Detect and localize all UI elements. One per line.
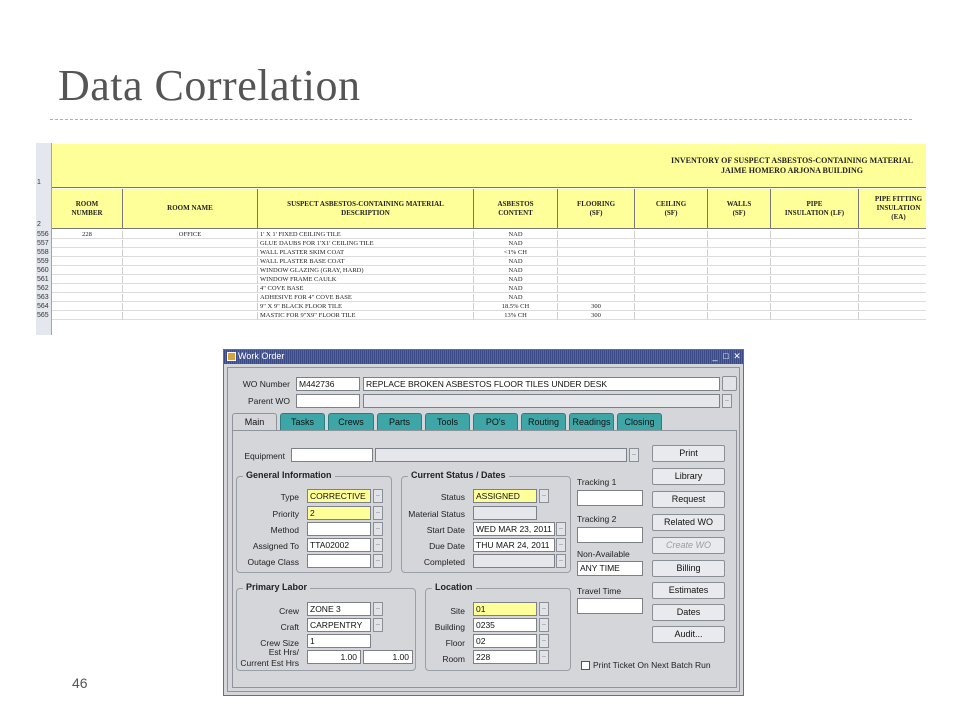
tracking-1-field[interactable] (577, 490, 643, 506)
cell-room-name (123, 312, 258, 320)
crew-label: Crew (279, 606, 299, 616)
cell-room-number (52, 276, 123, 284)
site-label: Site (450, 606, 465, 616)
assigned-to-field[interactable]: TTA02002 (307, 538, 371, 552)
cell-walls (708, 249, 771, 257)
cell-description: ADHESIVE FOR 4" COVE BASE (258, 294, 474, 302)
cell-content: NAD (474, 285, 558, 293)
type-field[interactable]: CORRECTIVE (307, 489, 371, 503)
travel-time-label: Travel Time (577, 586, 622, 596)
start-date-calendar-button[interactable]: .. (556, 522, 566, 536)
print-ticket-checkbox[interactable] (581, 661, 590, 670)
page-number: 46 (72, 675, 88, 691)
priority-label: Priority (272, 509, 299, 519)
tab-main[interactable]: Main (232, 413, 277, 431)
title-divider (50, 119, 912, 120)
cell-walls (708, 276, 771, 284)
row-number-column (36, 143, 52, 335)
primary-labor-title: Primary Labor (243, 582, 310, 592)
cell-room-number (52, 312, 123, 320)
cell-ceiling (635, 258, 708, 266)
floor-label: Floor (445, 638, 465, 648)
crew-size-field[interactable]: 1 (307, 634, 371, 648)
cell-ceiling (635, 240, 708, 248)
method-field[interactable] (307, 522, 371, 536)
due-date-field[interactable]: THU MAR 24, 2011 (473, 538, 555, 552)
cell-description: WALL PLASTER SKIM COAT (258, 249, 474, 257)
tab-tools[interactable]: Tools (425, 413, 470, 430)
cell-room-number (52, 258, 123, 266)
cell-content: NAD (474, 294, 558, 302)
header-pipe-insulation: PIPE INSULATION (LF) (771, 189, 859, 229)
cell-room-number (52, 285, 123, 293)
library-button[interactable]: Library (652, 468, 725, 485)
outage-class-lov-button[interactable]: .. (373, 554, 383, 568)
cell-ceiling (635, 303, 708, 311)
cell-room-name (123, 276, 258, 284)
tab-crews[interactable]: Crews (328, 413, 374, 430)
current-est-hrs-label: Current Est Hrs (240, 658, 299, 668)
tracking-2-field[interactable] (577, 527, 643, 543)
cell-room-number (52, 303, 123, 311)
work-order-form (227, 367, 740, 692)
cell-ceiling (635, 285, 708, 293)
minimize-icon[interactable]: _ (712, 351, 718, 361)
parent-wo-description (363, 394, 720, 408)
outage-class-field[interactable] (307, 554, 371, 568)
app-icon (227, 352, 236, 361)
outage-class-label: Outage Class (247, 557, 299, 567)
start-date-label: Start Date (426, 525, 465, 535)
cell-room-name (123, 249, 258, 257)
cell-room-name (123, 258, 258, 266)
print-ticket-label: Print Ticket On Next Batch Run (593, 660, 711, 670)
header-ceiling: CEILING (SF) (635, 189, 708, 229)
header-walls: WALLS (SF) (708, 189, 771, 229)
request-button[interactable]: Request (652, 491, 725, 508)
tab-routing[interactable]: Routing (521, 413, 566, 430)
completed-calendar-button[interactable]: .. (556, 554, 566, 568)
method-label: Method (270, 525, 299, 535)
banner-title: INVENTORY OF SUSPECT ASBESTOS-CONTAINING MATERIAL (671, 156, 913, 165)
header-pipe-fitting: PIPE FITTING INSULATION (EA) (859, 189, 926, 229)
header-room-number: ROOM NUMBER (52, 189, 123, 229)
cell-content: NAD (474, 240, 558, 248)
status-lov-button[interactable]: .. (539, 489, 549, 503)
header-flooring: FLOORING (SF) (558, 189, 635, 229)
est-hrs-label: Est Hrs/ (268, 647, 299, 657)
cell-pipe-insulation (771, 267, 859, 275)
cell-room-name: OFFICE (123, 231, 258, 239)
row-number: 2 (37, 221, 41, 228)
dates-button[interactable]: Dates (652, 604, 725, 621)
tab-tasks[interactable]: Tasks (280, 413, 325, 430)
cell-room-name (123, 267, 258, 275)
cell-room-name (123, 303, 258, 311)
header-content: ASBESTOS CONTENT (474, 189, 558, 229)
type-label: Type (280, 492, 299, 502)
cell-room-name (123, 294, 258, 302)
cell-pipe-insulation (771, 276, 859, 284)
general-information-title: General Information (243, 470, 335, 480)
building-lov-button[interactable]: .. (539, 618, 549, 632)
non-available-field[interactable]: ANY TIME (577, 561, 643, 576)
maximize-icon[interactable]: □ (723, 351, 729, 361)
row-number: 1 (37, 179, 41, 186)
assigned-to-lov-button[interactable]: .. (373, 538, 383, 552)
cell-walls (708, 303, 771, 311)
cell-flooring (558, 231, 635, 239)
current-est-hrs-field[interactable]: 1.00 (363, 650, 413, 664)
cell-room-number (52, 249, 123, 257)
wo-description-field[interactable]: REPLACE BROKEN ASBESTOS FLOOR TILES UNDER DESK (363, 377, 720, 391)
site-field[interactable]: 01 (473, 602, 537, 616)
cell-walls (708, 312, 771, 320)
cell-pipe-fitting (859, 285, 926, 293)
cell-flooring (558, 276, 635, 284)
status-field[interactable]: ASSIGNED (473, 489, 537, 503)
row-number: 559 (37, 258, 49, 265)
header-room-name: ROOM NAME (123, 189, 258, 229)
cell-flooring: 300 (558, 303, 635, 311)
assigned-to-label: Assigned To (252, 541, 299, 551)
room-label: Room (442, 654, 465, 664)
cell-flooring (558, 240, 635, 248)
cell-pipe-insulation (771, 249, 859, 257)
cell-walls (708, 267, 771, 275)
audit-button[interactable]: Audit... (652, 626, 725, 643)
cell-description: GLUE DAUBS FOR 1'X1' CEILING TILE (258, 240, 474, 248)
cell-flooring (558, 267, 635, 275)
current-status-title: Current Status / Dates (408, 470, 509, 480)
completed-label: Completed (423, 557, 465, 567)
wo-description-expand-button[interactable] (722, 376, 737, 391)
tab-closing[interactable]: Closing (617, 413, 662, 430)
cell-ceiling (635, 267, 708, 275)
due-date-calendar-button[interactable]: .. (556, 538, 566, 552)
cell-pipe-insulation (771, 303, 859, 311)
craft-lov-button[interactable]: .. (373, 618, 383, 632)
wo-number-label: WO Number (242, 379, 290, 389)
cell-ceiling (635, 249, 708, 257)
cell-room-number (52, 240, 123, 248)
parent-wo-lov-button[interactable]: .. (722, 394, 732, 408)
window-title: Work Order (238, 351, 285, 361)
craft-label: Craft (280, 622, 299, 632)
cell-walls (708, 294, 771, 302)
cell-pipe-insulation (771, 258, 859, 266)
start-date-field[interactable]: WED MAR 23, 2011 (473, 522, 555, 536)
cell-room-name (123, 285, 258, 293)
related-wo-button[interactable]: Related WO (652, 514, 725, 531)
cell-flooring (558, 294, 635, 302)
cell-flooring: 300 (558, 312, 635, 320)
cell-description: 4" COVE BASE (258, 285, 474, 293)
cell-content: <1% CH (474, 249, 558, 257)
parent-wo-label: Parent WO (247, 396, 290, 406)
cell-content: 18.5% CH (474, 303, 558, 311)
cell-ceiling (635, 312, 708, 320)
wo-number-field[interactable]: M442736 (296, 377, 360, 391)
cell-pipe-fitting (859, 231, 926, 239)
row-number: 565 (37, 312, 49, 319)
estimates-button[interactable]: Estimates (652, 582, 725, 599)
crew-lov-button[interactable]: .. (373, 602, 383, 616)
row-number: 560 (37, 267, 49, 274)
cell-description: 9" X 9" BLACK FLOOR TILE (258, 303, 474, 311)
cell-room-name (123, 240, 258, 248)
main-tab-panel (232, 430, 737, 688)
billing-button[interactable]: Billing (652, 560, 725, 577)
floor-lov-button[interactable]: .. (539, 634, 549, 648)
cell-content: NAD (474, 267, 558, 275)
cell-pipe-fitting (859, 267, 926, 275)
print-button[interactable]: Print (652, 445, 725, 462)
cell-room-number (52, 294, 123, 302)
non-available-label: Non-Available (577, 549, 630, 559)
room-field[interactable]: 228 (473, 650, 537, 664)
header-description: SUSPECT ASBESTOS-CONTAINING MATERIAL DESCRIPTION (258, 189, 474, 229)
cell-pipe-fitting (859, 294, 926, 302)
cell-pipe-fitting (859, 303, 926, 311)
row-number: 558 (37, 249, 49, 256)
completed-field (473, 554, 555, 568)
method-lov-button[interactable]: .. (373, 522, 383, 536)
cell-walls (708, 285, 771, 293)
material-status-field (473, 506, 537, 520)
equipment-description (375, 448, 627, 462)
equipment-lov-button[interactable]: .. (629, 448, 639, 462)
floor-field[interactable]: 02 (473, 634, 537, 648)
work-order-window (223, 349, 744, 696)
cell-walls (708, 240, 771, 248)
cell-flooring (558, 249, 635, 257)
sheet-banner (52, 144, 926, 188)
cell-ceiling (635, 294, 708, 302)
cell-walls (708, 231, 771, 239)
slide-title: Data Correlation (58, 61, 361, 110)
due-date-label: Due Date (429, 541, 465, 551)
asbestos-spreadsheet (36, 143, 926, 335)
cell-room-number (52, 267, 123, 275)
parent-wo-field[interactable] (296, 394, 360, 408)
location-title: Location (432, 582, 476, 592)
row-number: 561 (37, 276, 49, 283)
cell-room-number: 228 (52, 231, 123, 239)
row-number: 562 (37, 285, 49, 292)
cell-description: WALL PLASTER BASE COAT (258, 258, 474, 266)
cell-pipe-insulation (771, 285, 859, 293)
cell-pipe-insulation (771, 231, 859, 239)
cell-ceiling (635, 231, 708, 239)
crew-field[interactable]: ZONE 3 (307, 602, 371, 616)
tracking-2-label: Tracking 2 (577, 514, 617, 524)
tab-pos[interactable]: PO's (473, 413, 518, 430)
building-label: Building (434, 622, 465, 632)
crew-size-label: Crew Size (260, 638, 299, 648)
cell-content: NAD (474, 231, 558, 239)
type-lov-button[interactable]: .. (373, 489, 383, 503)
cell-pipe-insulation (771, 240, 859, 248)
tracking-1-label: Tracking 1 (577, 477, 617, 487)
window-titlebar[interactable] (224, 350, 743, 364)
cell-pipe-fitting (859, 276, 926, 284)
craft-field[interactable]: CARPENTRY (307, 618, 371, 632)
row-number: 563 (37, 294, 49, 301)
close-icon[interactable]: ✕ (733, 351, 741, 361)
cell-pipe-fitting (859, 258, 926, 266)
cell-pipe-insulation (771, 294, 859, 302)
cell-description: MASTIC FOR 9"X9" FLOOR TILE (258, 312, 474, 320)
cell-flooring (558, 258, 635, 266)
cell-description: WINDOW FRAME CAULK (258, 276, 474, 284)
equipment-field[interactable] (291, 448, 373, 462)
cell-pipe-fitting (859, 312, 926, 320)
cell-pipe-fitting (859, 240, 926, 248)
cell-flooring (558, 285, 635, 293)
cell-content: NAD (474, 276, 558, 284)
cell-ceiling (635, 276, 708, 284)
tab-readings[interactable]: Readings (569, 413, 614, 430)
tab-parts[interactable]: Parts (377, 413, 422, 430)
create-wo-button[interactable]: Create WO (652, 537, 725, 554)
status-label: Status (440, 492, 465, 502)
site-lov-button[interactable]: .. (539, 602, 549, 616)
room-lov-button[interactable]: .. (539, 650, 549, 664)
priority-field[interactable]: 2 (307, 506, 371, 520)
cell-content: NAD (474, 258, 558, 266)
cell-content: 13% CH (474, 312, 558, 320)
row-number: 557 (37, 240, 49, 247)
priority-lov-button[interactable]: .. (373, 506, 383, 520)
cell-pipe-insulation (771, 312, 859, 320)
banner-building: JAIME HOMERO ARJONA BUILDING (720, 166, 863, 175)
row-number: 556 (37, 231, 49, 238)
est-hrs-field[interactable]: 1.00 (307, 650, 361, 664)
row-number: 564 (37, 303, 49, 310)
building-field[interactable]: 0235 (473, 618, 537, 632)
cell-walls (708, 258, 771, 266)
cell-description: 1' X 1' FIXED CEILING TILE (258, 231, 474, 239)
equipment-label: Equipment (244, 451, 285, 461)
material-status-label: Material Status (408, 509, 465, 519)
cell-pipe-fitting (859, 249, 926, 257)
travel-time-field[interactable] (577, 598, 643, 614)
cell-description: WINDOW GLAZING (GRAY, HARD) (258, 267, 474, 275)
